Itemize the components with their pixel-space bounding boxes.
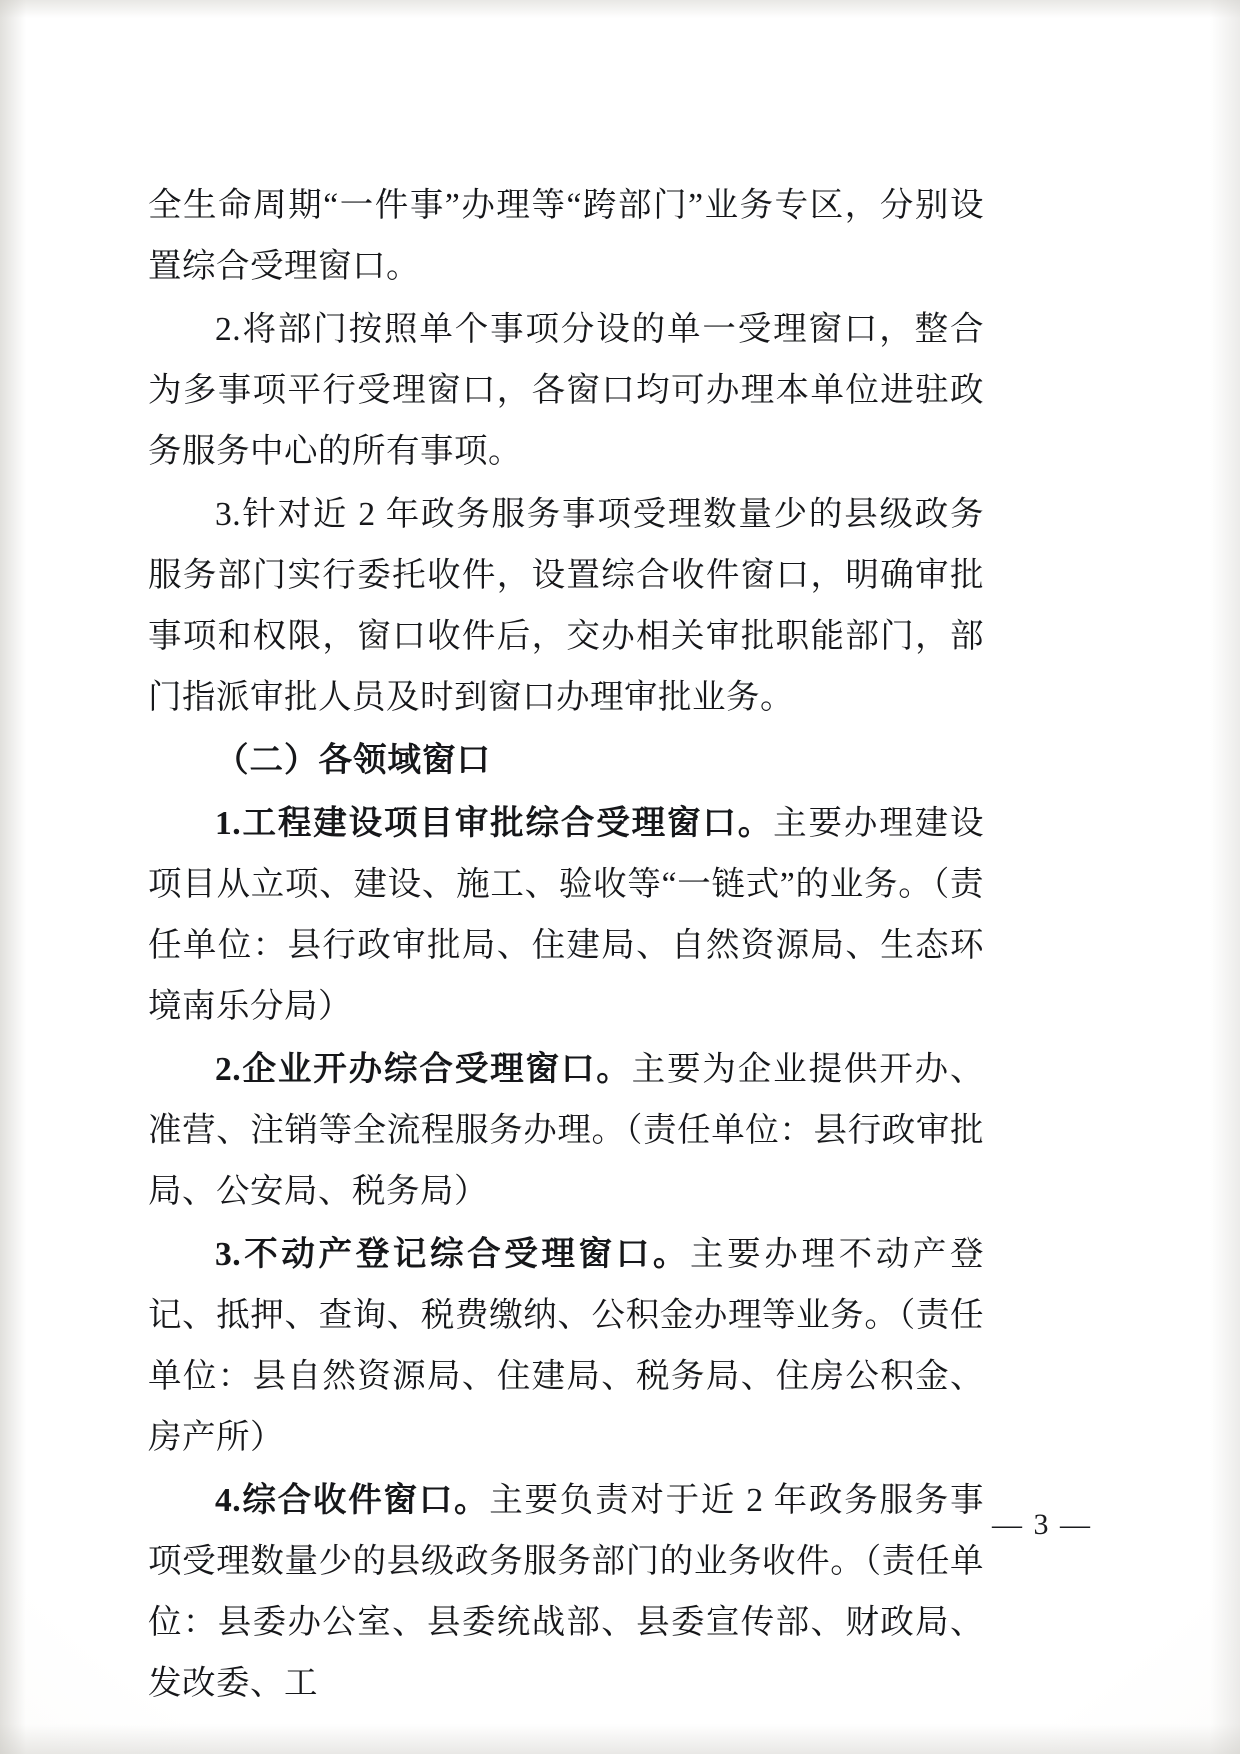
scan-edge-top	[0, 0, 1240, 18]
paragraph-item-2	[148, 299, 984, 482]
paragraph-text: 2.将部门按照单个事项分设的单一受理窗口，整合为多事项平行受理窗口，各窗口均可办理本单位进驻政务服务中心的所有事项。	[148, 311, 984, 470]
paragraph-lead: 4.综合收件窗口。	[215, 1482, 490, 1519]
paragraph-window-4	[148, 1470, 984, 1714]
paragraph-text: 主要办理建设项目从立项、建设、施工、验收等“一链式”的业务。（责任单位：县行政审批局、住建局、自然资源局、生态环境南乐分局）	[148, 805, 984, 1025]
paragraph-text: 主要办理不动产登记、抵押、查询、税费缴纳、公积金办理等业务。（责任单位：县自然资源局、住建局、税务局、住房公积金、房产所）	[148, 1236, 985, 1456]
paragraph-continuation	[148, 175, 984, 297]
paragraph-item-3	[148, 484, 984, 728]
paragraph-lead: 3.不动产登记综合受理窗口。	[215, 1236, 690, 1273]
paragraph-lead: 1.工程建设项目审批综合受理窗口。	[215, 805, 774, 842]
paragraph-text: 3.针对近 2 年政务服务事项受理数量少的县级政务服务部门实行委托收件，设置综合收件窗口，明确审批事项和权限，窗口收件后，交办相关审批职能部门，部门指派审批人员及时到窗口办理审批业务。	[148, 496, 984, 716]
paragraph-lead: 2.企业开办综合受理窗口。	[215, 1051, 632, 1088]
scan-edge-left	[0, 0, 26, 1754]
document-body	[148, 175, 984, 1716]
page-number: — 3 —	[992, 1508, 1092, 1541]
scan-edge-right	[1210, 0, 1240, 1754]
paragraph-text: 主要负责对于近 2 年政务服务事项受理数量少的县级政务服务部门的业务收件。（责任单位：县委办公室、县委统战部、县委宣传部、财政局、发改委、工	[148, 1482, 985, 1702]
paragraph-text: 全生命周期“一件事”办理等“跨部门”业务专区，分别设置综合受理窗口。	[148, 187, 984, 285]
paragraph-window-2	[148, 1039, 984, 1222]
paragraph-window-1	[148, 793, 984, 1037]
paragraph-window-3	[148, 1224, 984, 1468]
paragraph-text: 主要为企业提供开办、准营、注销等全流程服务办理。（责任单位：县行政审批局、公安局、税务局）	[148, 1051, 984, 1210]
scan-edge-bottom	[0, 1724, 1240, 1754]
section-heading-two	[148, 730, 984, 791]
section-heading-text: （二）各领域窗口	[215, 742, 491, 779]
